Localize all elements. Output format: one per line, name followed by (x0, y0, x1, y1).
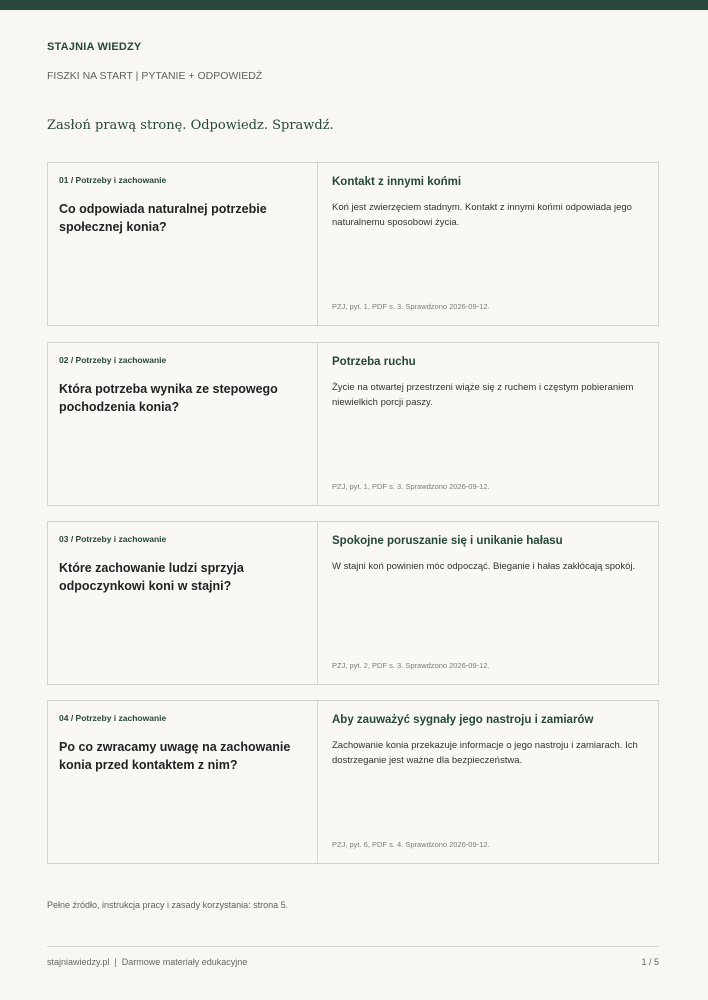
flashcard-answer-text: W stajni koń powinien móc odpocząć. Bieganie i hałas zakłócają spokój. (332, 561, 636, 572)
footnote: Pełne źródło, instrukcja pracy i zasady korzystania: strona 5. (47, 900, 289, 910)
flashcard-question: Po co zwracamy uwagę na zachowanie konia przed kontaktem z nim? (59, 740, 291, 772)
instruction-text: Zasłoń prawą stronę. Odpowiedz. Sprawdź. (47, 118, 334, 133)
flashcard-category: 04 / Potrzeby i zachowanie (59, 713, 167, 723)
footer-divider (47, 946, 659, 947)
flashcard-answer-panel (318, 522, 658, 684)
flashcard-answer-panel (318, 343, 658, 505)
flashcard-category: 03 / Potrzeby i zachowanie (59, 534, 167, 544)
flashcard (47, 162, 659, 326)
top-accent-bar (0, 0, 708, 10)
flashcard-question-panel (48, 163, 318, 325)
flashcard-question-panel (48, 701, 318, 863)
flashcard-source: PZJ, pyt. 1, PDF s. 3. Sprawdzono 2026-09-12. (332, 302, 490, 311)
flashcard-answer-title: Kontakt z innymi końmi (332, 176, 462, 188)
flashcard-answer-text: Koń jest zwierzęciem stadnym. Kontakt z innymi końmi odpowiada jego naturalnemu sposobowi życia. (332, 202, 632, 228)
flashcard-answer-title: Potrzeba ruchu (332, 356, 416, 368)
page-subtitle: FISZKI NA START | PYTANIE + ODPOWIEDŹ (47, 70, 263, 82)
flashcard-answer-title: Aby zauważyć sygnały jego nastroju i zamiarów (332, 714, 594, 726)
flashcard-source: PZJ, pyt. 2, PDF s. 3. Sprawdzono 2026-09-12. (332, 661, 490, 670)
flashcard (47, 521, 659, 685)
flashcard-question: Co odpowiada naturalnej potrzebie społecznej konia? (59, 202, 267, 234)
flashcard (47, 342, 659, 506)
footer-site-info: stajniawiedzy.pl | Darmowe materiały edukacyjne (47, 957, 248, 967)
flashcard-answer-panel (318, 701, 658, 863)
flashcard-answer-text: Zachowanie konia przekazuje informacje o jego nastroju i zamiarach. Ich dostrzeganie jest ważne dla bezpieczeństwa. (332, 740, 638, 766)
flashcard-source: PZJ, pyt. 6, PDF s. 4. Sprawdzono 2026-09-12. (332, 840, 490, 849)
flashcard-answer-text: Życie na otwartej przestrzeni wiąże się z ruchem i częstym pobieraniem niewielkich porcji paszy. (332, 382, 634, 408)
flashcard (47, 700, 659, 864)
flashcard-question: Która potrzeba wynika ze stepowego pochodzenia konia? (59, 382, 278, 414)
flashcard-category: 02 / Potrzeby i zachowanie (59, 355, 167, 365)
flashcard-question: Które zachowanie ludzi sprzyja odpoczynkowi koni w stajni? (59, 561, 244, 593)
flashcard-question-panel (48, 343, 318, 505)
flashcard-category: 01 / Potrzeby i zachowanie (59, 175, 167, 185)
page-number: 1 / 5 (641, 957, 659, 967)
flashcard-answer-title: Spokojne poruszanie się i unikanie hałasu (332, 535, 563, 547)
brand-title: STAJNIA WIEDZY (47, 41, 142, 53)
flashcard-source: PZJ, pyt. 1, PDF s. 3. Sprawdzono 2026-09-12. (332, 482, 490, 491)
flashcard-answer-panel (318, 163, 658, 325)
flashcard-question-panel (48, 522, 318, 684)
